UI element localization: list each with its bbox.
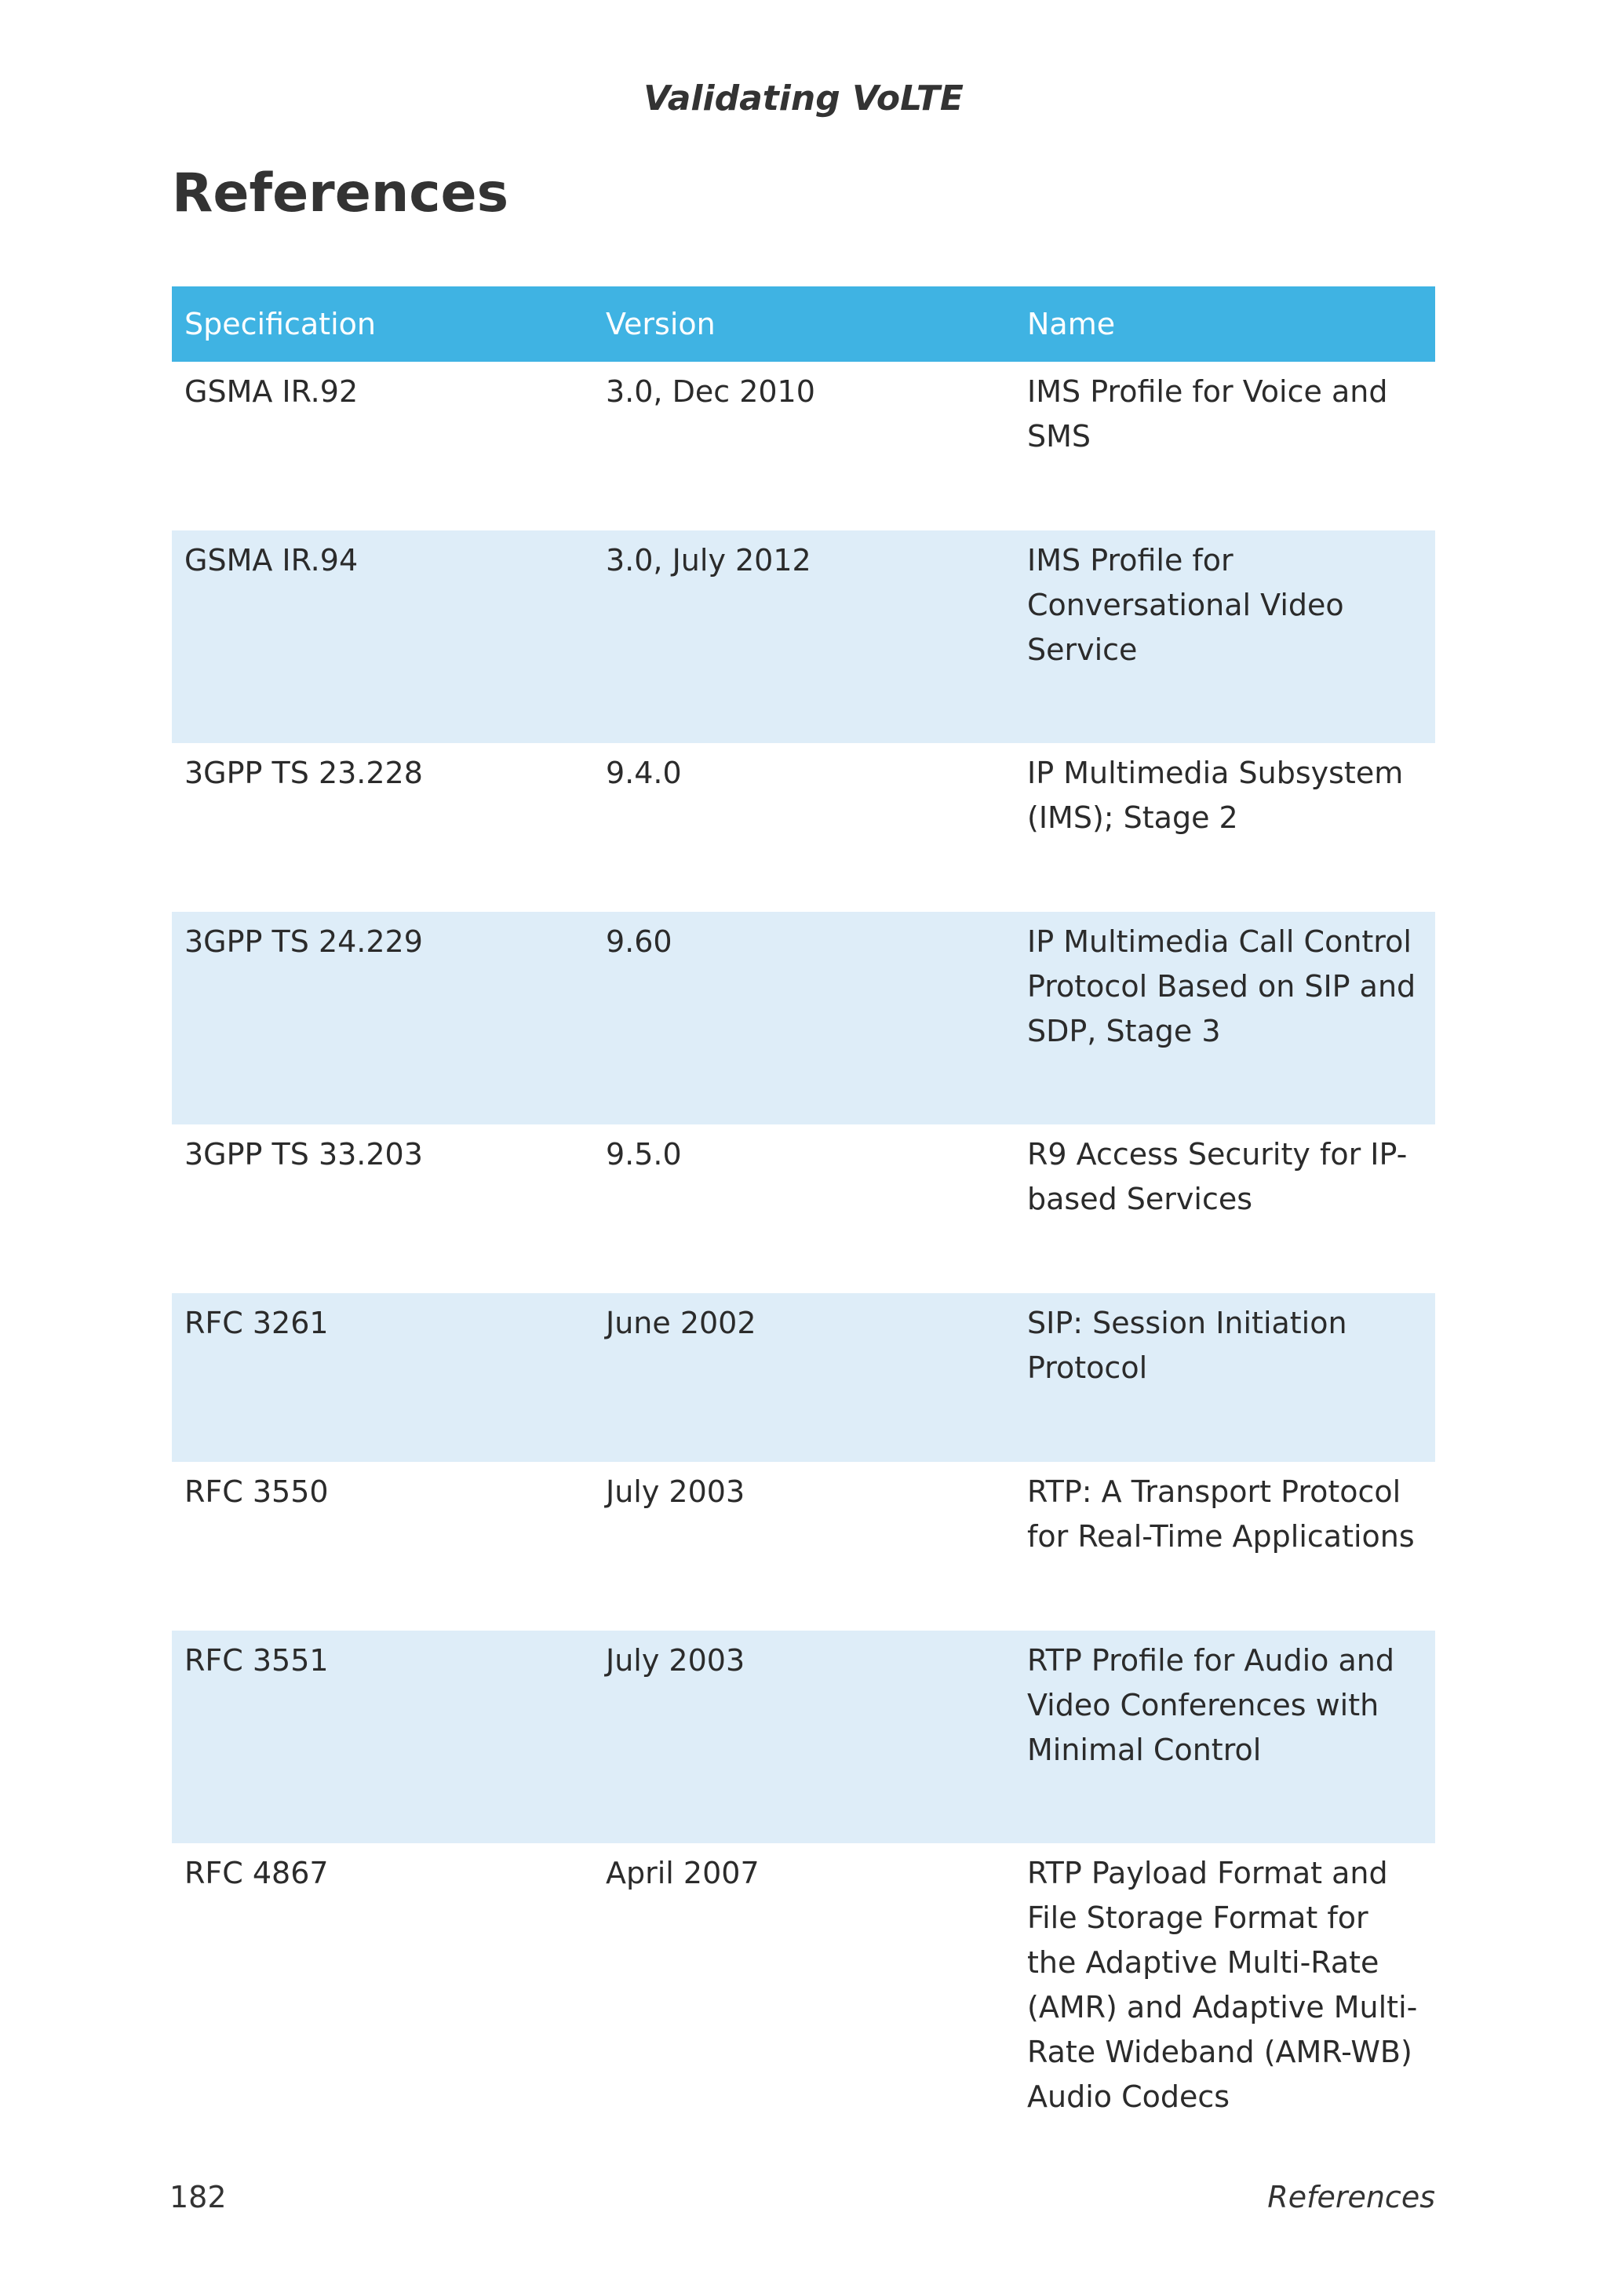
cell-version: April 2007 — [593, 1843, 1015, 2153]
cell-version: 3.0, July 2012 — [593, 530, 1015, 743]
table-row — [172, 530, 1435, 743]
cell-specification: 3GPP TS 33.203 — [172, 1124, 593, 1293]
page-number: 182 — [169, 2180, 227, 2214]
cell-name: R9 Access Security for IP-based Services — [1015, 1124, 1435, 1293]
cell-version: 9.5.0 — [593, 1124, 1015, 1293]
table-row — [172, 1631, 1435, 1843]
cell-version: 3.0, Dec 2010 — [593, 362, 1015, 530]
cell-name: IP Multimedia Call Control Protocol Based on SIP and SDP, Stage 3 — [1015, 912, 1435, 1124]
cell-name: RTP Profile for Audio and Video Conferences with Minimal Control — [1015, 1631, 1435, 1843]
table-row — [172, 1462, 1435, 1631]
footer-section-title: References — [1267, 2180, 1435, 2214]
cell-name: RTP Payload Format and File Storage Format for the Adaptive Multi-Rate (AMR) and Adaptive Multi-Rate Wideband (AMR-WB) Audio Codecs — [1015, 1843, 1435, 2153]
cell-specification: RFC 3261 — [172, 1293, 593, 1462]
column-header-version: Version — [593, 286, 1015, 362]
column-header-name: Name — [1015, 286, 1435, 362]
cell-version: July 2003 — [593, 1631, 1015, 1843]
cell-specification: GSMA IR.94 — [172, 530, 593, 743]
cell-version: June 2002 — [593, 1293, 1015, 1462]
table-row — [172, 1843, 1435, 2153]
cell-specification: 3GPP TS 24.229 — [172, 912, 593, 1124]
table-row — [172, 912, 1435, 1124]
cell-version: July 2003 — [593, 1462, 1015, 1631]
column-header-specification: Specification — [172, 286, 593, 362]
cell-specification: GSMA IR.92 — [172, 362, 593, 530]
cell-version: 9.4.0 — [593, 743, 1015, 912]
page-title: References — [172, 162, 509, 224]
cell-specification: RFC 4867 — [172, 1843, 593, 2153]
cell-specification: RFC 3551 — [172, 1631, 593, 1843]
table-row — [172, 1293, 1435, 1462]
table-row — [172, 362, 1435, 530]
cell-version: 9.60 — [593, 912, 1015, 1124]
cell-name: SIP: Session Initiation Protocol — [1015, 1293, 1435, 1462]
cell-name: IP Multimedia Subsystem (IMS); Stage 2 — [1015, 743, 1435, 912]
cell-specification: RFC 3550 — [172, 1462, 593, 1631]
cell-name: IMS Profile for Voice and SMS — [1015, 362, 1435, 530]
table-row — [172, 743, 1435, 912]
table-header-row — [172, 286, 1435, 362]
running-head-title: Validating VoLTE — [643, 78, 964, 118]
references-table — [172, 286, 1435, 2153]
cell-name: RTP: A Transport Protocol for Real-Time Applications — [1015, 1462, 1435, 1631]
cell-specification: 3GPP TS 23.228 — [172, 743, 593, 912]
cell-name: IMS Profile for Conversational Video Service — [1015, 530, 1435, 743]
table-row — [172, 1124, 1435, 1293]
